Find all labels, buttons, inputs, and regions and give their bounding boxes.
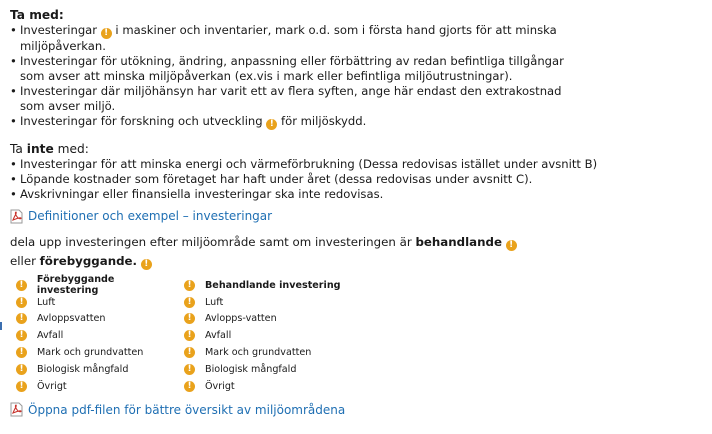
exclude-list [10, 157, 700, 202]
area-row [178, 327, 346, 344]
exclude-heading-bold: inte [26, 142, 54, 156]
open-pdf-link[interactable] [10, 402, 700, 418]
info-icon[interactable] [184, 330, 195, 341]
preventive-column [10, 274, 178, 395]
environment-areas [10, 274, 700, 395]
area-label: Övrigt [37, 380, 67, 392]
pdf-icon [10, 209, 23, 224]
edge-marker [0, 322, 2, 330]
info-icon[interactable] [16, 347, 27, 358]
open-pdf-link-label[interactable]: Öppna pdf-filen för bättre översikt av miljöområdena [28, 402, 346, 417]
info-icon[interactable] [184, 364, 195, 375]
area-label: Mark och grundvatten [37, 347, 144, 359]
list-item [10, 54, 700, 84]
exclude-heading-prefix: Ta [10, 142, 27, 156]
include-heading: Ta med: [10, 8, 64, 22]
info-icon[interactable] [101, 28, 112, 39]
list-item-text: som avser miljö. [20, 99, 116, 113]
info-icon[interactable] [184, 381, 195, 392]
info-icon[interactable] [184, 313, 195, 324]
list-item-text: Investeringar för forskning och utveckling [20, 114, 267, 128]
area-label: Avloppsvatten [37, 313, 106, 325]
list-item [10, 84, 700, 114]
info-icon[interactable] [506, 240, 517, 251]
instruction-line2: eller [10, 254, 40, 268]
info-icon[interactable] [184, 280, 195, 291]
treating-column [178, 277, 346, 395]
area-row [178, 344, 346, 361]
include-list [10, 23, 700, 130]
area-row [178, 378, 346, 395]
area-label: Biologisk mångfald [205, 363, 297, 375]
investment-instructions [10, 6, 700, 418]
area-label: Biologisk mångfald [37, 363, 129, 375]
instruction-line1: dela upp investeringen efter miljöområde samt om investeringen är [10, 235, 416, 249]
area-row [178, 311, 346, 328]
area-label: Mark och grundvatten [205, 347, 312, 359]
area-row [10, 311, 178, 328]
treating-header-row [178, 277, 346, 294]
area-label: Luft [205, 296, 224, 308]
area-row [10, 378, 178, 395]
exclude-heading-suffix: med: [53, 142, 89, 156]
list-item: • Avskrivningar eller finansiella investeringar ska inte redovisas. [10, 187, 700, 202]
instruction-bold-preventive: förebyggande. [39, 254, 138, 268]
list-item-text: Investeringar där miljöhänsyn har varit ett av flera syften, ange här endast den extrakostnad [20, 84, 562, 98]
info-icon[interactable] [16, 330, 27, 341]
info-icon[interactable] [16, 364, 27, 375]
list-item: • Investeringar för att minska energi och värmeförbrukning (Dessa redovisas istället under avsnitt B) [10, 157, 700, 172]
info-icon[interactable] [16, 381, 27, 392]
info-icon[interactable] [141, 259, 152, 270]
list-item-text: som avser att minska miljöpåverkan (ex.vis i mark eller befintliga miljöutrustningar). [20, 69, 513, 83]
definitions-link[interactable] [10, 208, 700, 224]
list-item-text: miljöpåverkan. [20, 39, 106, 53]
area-label: Övrigt [205, 380, 235, 392]
area-label: Luft [37, 296, 56, 308]
list-item: • Löpande kostnader som företaget har haft under året (dessa redovisas under avsnitt C). [10, 172, 700, 187]
preventive-header: Förebyggande investering [36, 274, 115, 297]
pdf-icon [10, 402, 23, 417]
area-row [10, 361, 178, 378]
treating-header: Behandlande investering [205, 279, 341, 291]
list-item-text: Investeringar [20, 23, 101, 37]
area-row [178, 294, 346, 311]
list-item-text: Investeringar för utökning, ändring, anpassning eller förbättring av redan befintliga tillgångar [20, 54, 564, 68]
instruction-bold-treating: behandlande [415, 235, 502, 249]
area-label: Avlopps-vatten [205, 313, 277, 325]
info-icon[interactable] [184, 347, 195, 358]
area-label: Avfall [37, 330, 64, 342]
area-row [10, 327, 178, 344]
info-icon[interactable] [184, 297, 195, 308]
area-row [178, 361, 346, 378]
exclude-heading [10, 142, 700, 157]
info-icon[interactable] [266, 119, 277, 130]
info-icon[interactable] [16, 313, 27, 324]
area-row [10, 344, 178, 361]
list-item [10, 23, 700, 54]
preventive-header-row [10, 274, 178, 297]
info-icon[interactable] [16, 297, 27, 308]
list-item [10, 114, 700, 130]
list-item-text: i maskiner och inventarier, mark o.d. som i första hand gjorts för att minska [111, 23, 557, 37]
instruction-text [10, 233, 700, 271]
area-label: Avfall [205, 330, 232, 342]
list-item-text: för miljöskydd. [277, 114, 367, 128]
info-icon[interactable] [16, 280, 27, 291]
definitions-link-label[interactable]: Definitioner och exempel – investeringar [28, 209, 273, 223]
